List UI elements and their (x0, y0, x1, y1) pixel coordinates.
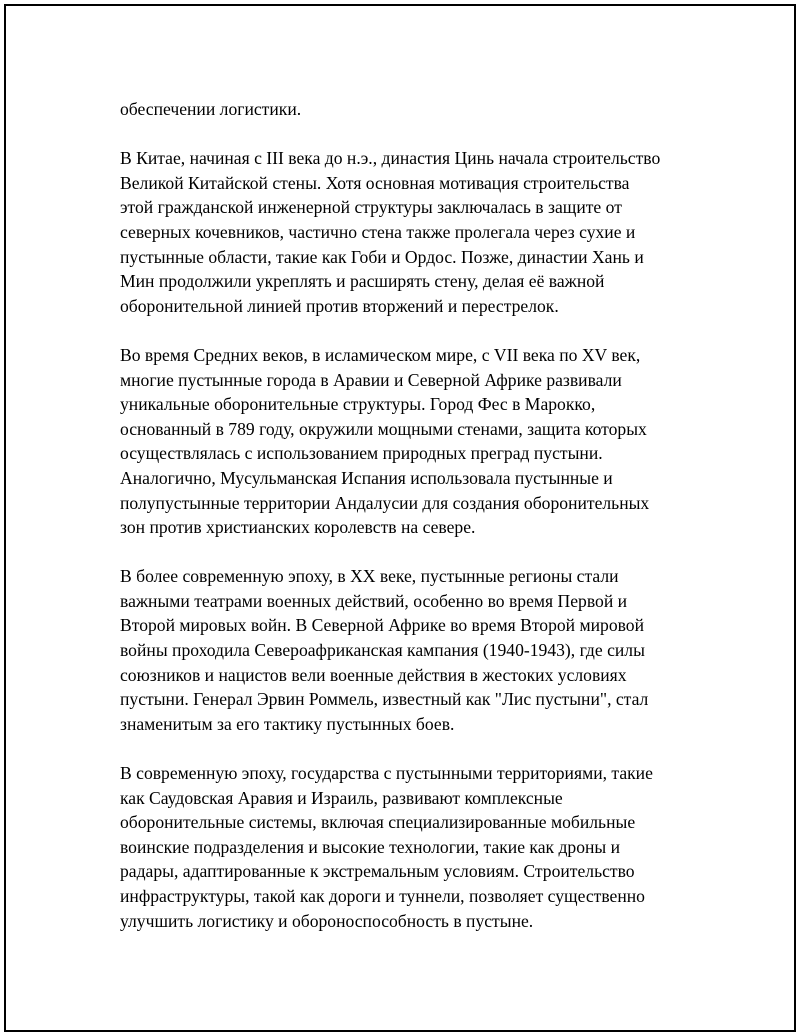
text-line: пустынные области, такие как Гоби и Ордос. Позже, династии Хань и (120, 246, 644, 267)
text-line: Во время Средних веков, в исламическом мире, с VII века по XV век, (120, 344, 641, 365)
text-line: В Китае, начиная с III века до н.э., династия Цинь начала строительство (120, 148, 661, 169)
text-line: радары, адаптированные к экстремальным условиям. Строительство (120, 861, 635, 882)
text-line: Второй мировых войн. В Северной Африке во время Второй мировой (120, 615, 645, 636)
document-body (120, 97, 700, 958)
text-line: зон против христианских королевств на севере. (120, 517, 476, 538)
text-line: обеспечении логистики. (120, 99, 302, 119)
paragraph-middle-ages-islamic-world (120, 343, 700, 540)
text-line: Аналогично, Мусульманская Испания использовала пустынные и (120, 467, 613, 488)
text-line: этой гражданской инженерной структуры заключалась в защите от (120, 197, 622, 218)
text-line: улучшить логистику и обороноспособность в пустыне. (120, 910, 534, 931)
text-line: полупустынные территории Андалусии для создания оборонительных (120, 492, 650, 513)
paragraph-china-great-wall (120, 146, 700, 318)
text-line: В современную эпоху, государства с пустынными территориями, такие (120, 763, 653, 784)
paragraph-twentieth-century (120, 564, 700, 736)
text-line: пустыни. Генерал Эрвин Роммель, известный как "Лис пустыни", стал (120, 689, 649, 710)
paragraph-modern-era (120, 761, 700, 933)
text-line: северных кочевников, частично стена также пролегала через сухие и (120, 221, 636, 242)
text-line: войны проходила Североафриканская кампания (1940-1943), где силы (120, 640, 645, 661)
text-line: оборонительной линией против вторжений и перестрелок. (120, 295, 559, 316)
text-line: союзников и нацистов вели военные действия в жестоких условиях (120, 664, 627, 685)
text-line: важными театрами военных действий, особенно во время Первой и (120, 590, 628, 611)
text-line: уникальные оборонительные структуры. Город Фес в Марокко, (120, 394, 596, 415)
text-line: многие пустынные города в Аравии и Северной Африке развивали (120, 369, 622, 390)
text-line: воинские подразделения и высокие технологии, такие как дроны и (120, 836, 621, 857)
text-line: осуществлялась с использованием природных преград пустыни. (120, 443, 603, 464)
text-line: основанный в 789 году, окружили мощными стенами, защита которых (120, 418, 647, 439)
text-line: инфраструктуры, такой как дороги и туннели, позволяет существенно (120, 886, 645, 906)
text-line: как Саудовская Аравия и Израиль, развивают комплексные (120, 787, 563, 808)
text-line: Великой Китайской стены. Хотя основная мотивация строительства (120, 172, 630, 193)
text-line: Мин продолжили укреплять и расширять стену, делая её важной (120, 271, 605, 292)
text-line: оборонительные системы, включая специализированные мобильные (120, 812, 636, 833)
text-line: В более современную эпоху, в XX веке, пустынные регионы стали (120, 566, 619, 587)
document-page (4, 4, 796, 1032)
paragraph-logistics-ending (120, 97, 700, 122)
text-line: знаменитым за его тактику пустынных боев. (120, 713, 455, 734)
